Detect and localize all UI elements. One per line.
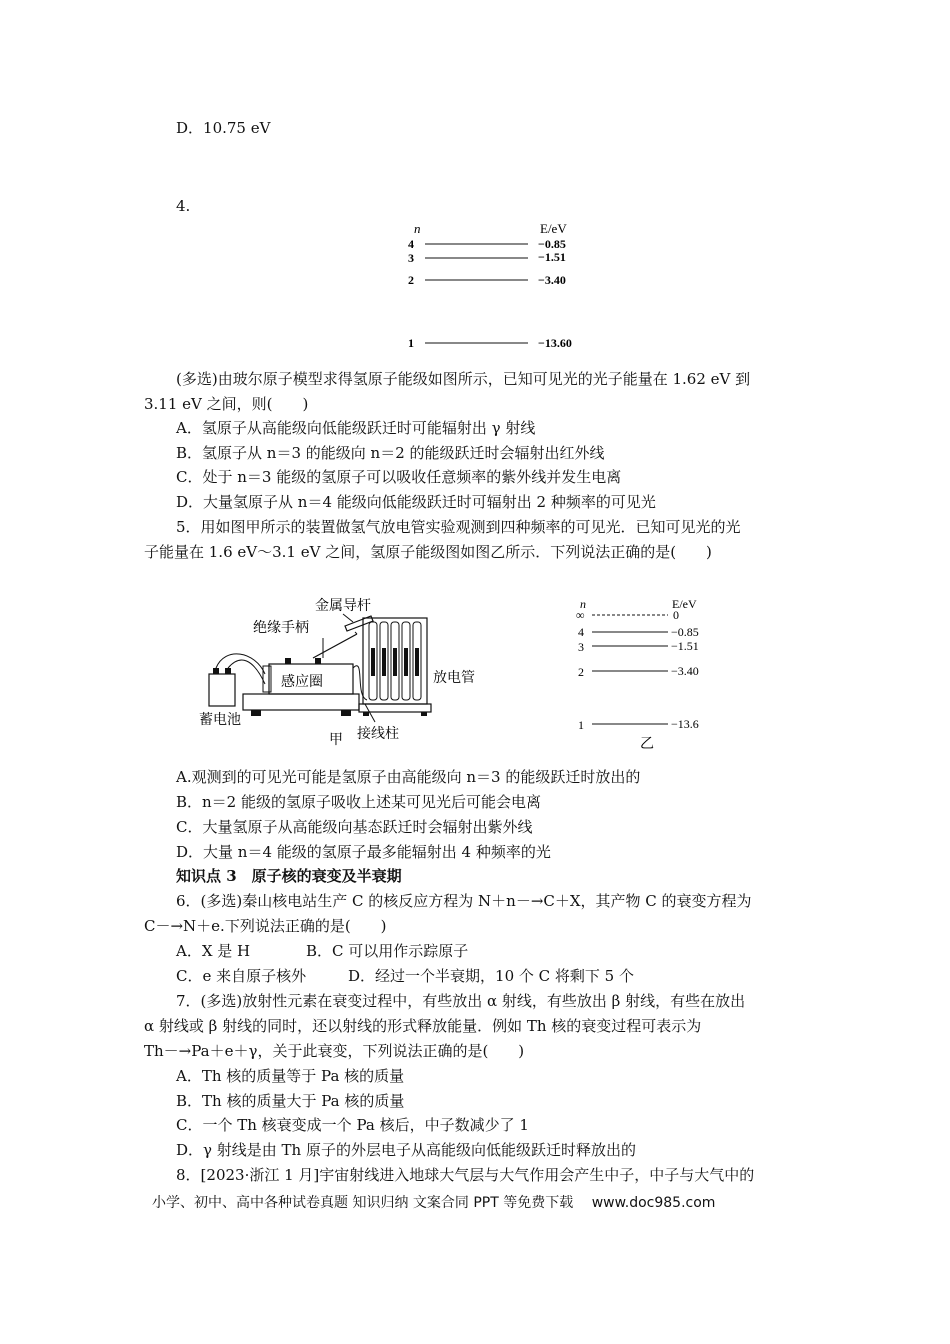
battery-label: 蓄电池 [199,713,241,728]
q4-level-n: 4 [408,237,414,251]
svg-text:4: 4 [578,625,584,639]
q4-energy-level-diagram [400,218,600,356]
q4-level-n: 2 [408,273,414,287]
svg-text:−13.6: −13.6 [671,717,699,731]
fig-b-e-header: E/eV [672,597,697,611]
page-footer [152,1192,715,1212]
q5-stem-line1: 5．用如图甲所示的装置做氢气放电管实验观测到四种频率的可见光．已知可见光的光 [176,518,741,536]
q5-figure-apparatus [195,596,495,754]
svg-text:∞: ∞ [576,608,585,622]
svg-text:0: 0 [673,608,679,622]
insulated-handle-label: 绝缘手柄 [253,621,309,636]
q7-option-b: B．Th 核的质量大于 Pa 核的质量 [176,1092,405,1110]
fig-b-level-2 [578,664,699,679]
fig-a-caption: 甲 [329,733,343,748]
q4-level-3 [408,250,566,265]
svg-text:2: 2 [578,665,584,679]
q4-level-1 [408,336,572,350]
q6-option-a: A．X 是 H [176,942,251,960]
q6-stem-line2: C－→N＋e.下列说法正确的是( ) [144,917,387,935]
induction-coil-label: 感应圈 [281,675,323,690]
q5-figure-energy-levels [572,596,722,756]
q4-stem-line1: (多选)由玻尔原子模型求得氢原子能级如图所示，已知可见光的光子能量在 1.62 eV 到 [176,370,751,388]
terminal-label: 接线柱 [357,727,399,742]
q5-option-b: B．n＝2 能级的氢原子吸收上述某可见光后可能会电离 [176,793,541,811]
q4-stem-line2: 3.11 eV 之间，则( ) [144,395,309,413]
section-title: 知识点 3 原子核的衰变及半衰期 [176,867,402,885]
q6-option-d: D．经过一个半衰期，10 个 C 将剩下 5 个 [348,967,634,985]
q4-level-e: −3.40 [538,273,566,287]
fig-b-level-1 [578,717,699,732]
q4-level-n: 1 [408,336,414,350]
svg-text:−3.40: −3.40 [671,664,699,678]
q4-n-header: n [414,221,421,236]
q5-stem-line2: 子能量在 1.6 eV～3.1 eV 之间，氢原子能级图如图乙所示．下列说法正确的是( ) [144,543,712,561]
q4-level-e: −1.51 [538,250,566,264]
footer-text: 小学、初中、高中各种试卷真题 知识归纳 文案合同 PPT 等免费下载 [152,1195,574,1211]
discharge-tube-label: 放电管 [433,671,475,686]
q5-option-c: C．大量氢原子从高能级向基态跃迁时会辐射出紫外线 [176,818,533,836]
q4-level-2 [408,273,566,287]
fig-b-n-header: n [580,597,586,611]
fig-b-level-3 [578,639,699,654]
footer-url[interactable]: www.doc985.com [591,1195,716,1211]
q5-option-a: A.观测到的可见光可能是氢原子由高能级向 n＝3 的能级跃迁时放出的 [176,768,641,786]
metal-rod-label: 金属导杆 [315,599,371,614]
fig-b-caption: 乙 [640,737,654,752]
q7-stem-line1: 7．(多选)放射性元素在衰变过程中，有些放出 α 射线，有些放出 β 射线，有些在放出 [176,992,746,1010]
q4-level-n: 3 [408,251,414,265]
q7-option-a: A．Th 核的质量等于 Pa 核的质量 [176,1067,405,1085]
q6-stem-line1: 6．(多选)秦山核电站生产 C 的核反应方程为 N＋n－→C＋X，其产物 C 的衰变方程为 [176,892,752,910]
svg-text:−1.51: −1.51 [671,639,699,653]
q7-stem-line2: α 射线或 β 射线的同时，还以射线的形式释放能量．例如 Th 核的衰变过程可表示为 [144,1017,702,1035]
q4-option-c: C．处于 n＝3 能级的氢原子可以吸收任意频率的紫外线并发生电离 [176,468,622,486]
svg-text:−0.85: −0.85 [671,625,699,639]
fig-b-level-inf [576,608,679,622]
q7-option-d: D．γ 射线是由 Th 原子的外层电子从高能级向低能级跃迁时释放出的 [176,1141,636,1159]
q4-level-e: −0.85 [538,237,566,251]
q4-e-header: E/eV [540,221,567,236]
q6-option-b: B．C 可以用作示踪原子 [306,942,469,960]
svg-text:1: 1 [578,718,584,732]
svg-text:3: 3 [578,640,584,654]
q4-level-e: −13.60 [538,336,572,350]
q4-option-a: A．氢原子从高能级向低能级跃迁时可能辐射出 γ 射线 [176,419,536,437]
fig-b-level-4 [578,625,699,639]
q7-stem-line3: Th－→Pa＋e＋γ，关于此衰变，下列说法正确的是( ) [144,1042,525,1060]
q6-option-c: C．e 来自原子核外 [176,967,307,985]
q4-option-b: B．氢原子从 n＝3 的能级向 n＝2 的能级跃迁时会辐射出红外线 [176,444,605,462]
q8-stem-line1: 8．[2023·浙江 1 月]宇宙射线进入地球大气层与大气作用会产生中子，中子与大气中的 [176,1166,755,1184]
q4-option-d: D．大量氢原子从 n＝4 能级向低能级跃迁时可辐射出 2 种频率的可见光 [176,493,656,511]
q4-level-4 [408,237,566,251]
q7-option-c: C．一个 Th 核衰变成一个 Pa 核后，中子数减少了 1 [176,1116,529,1134]
q5-option-d: D．大量 n＝4 能级的氢原子最多能辐射出 4 种频率的光 [176,843,551,861]
q3-option-d: D．10.75 eV [176,119,271,137]
q4-number: 4. [176,197,191,215]
